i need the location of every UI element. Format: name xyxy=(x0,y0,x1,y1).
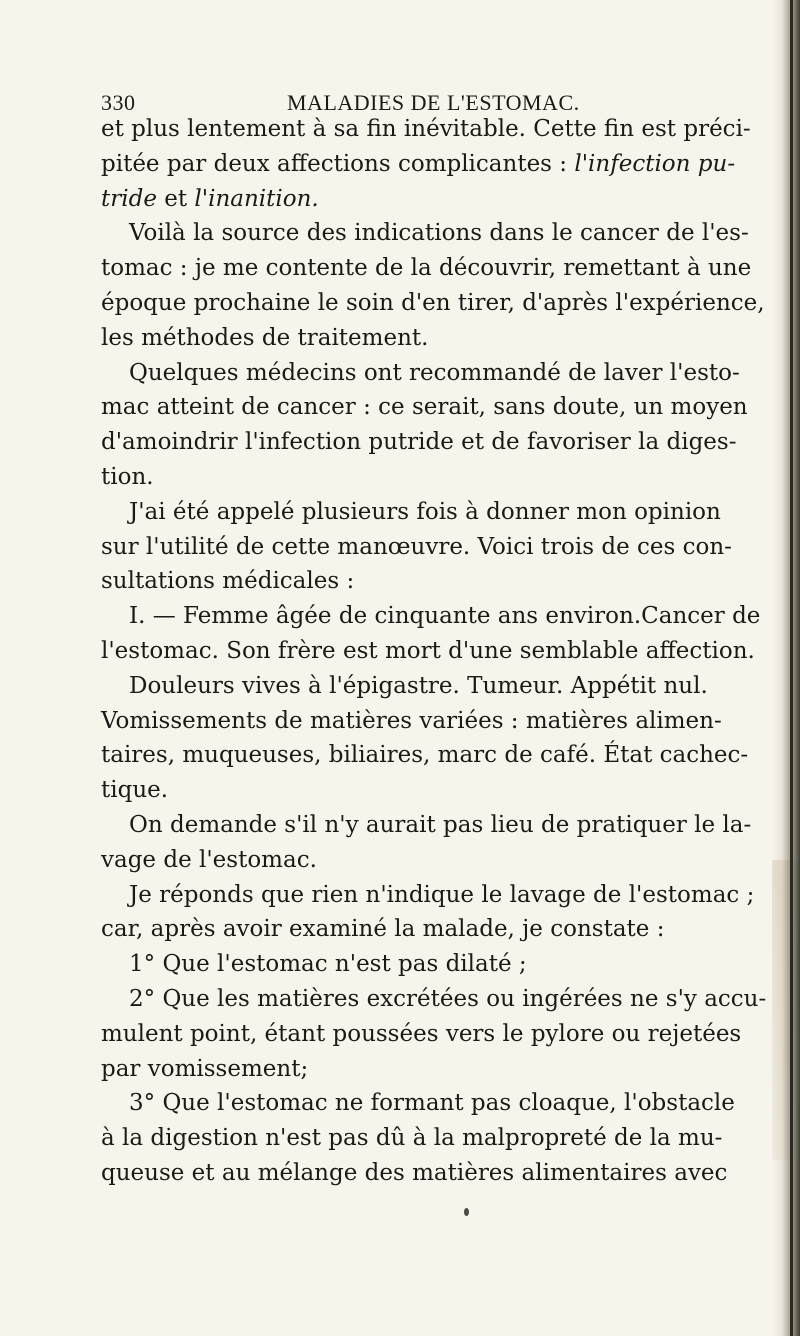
text-line: les méthodes de traitement. xyxy=(101,324,429,351)
text-line: vage de l'estomac. xyxy=(101,846,317,873)
text-line: tion. xyxy=(101,463,154,490)
text-line: à la digestion n'est pas dû à la malpropreté de la mu- xyxy=(101,1125,723,1152)
text-line: l'estomac. Son frère est mort d'une semblable affection. xyxy=(101,637,755,664)
ink-speck xyxy=(464,1208,469,1216)
text-line: sultations médicales : xyxy=(101,568,355,595)
text-line: Je réponds que rien n'indique le lavage de l'estomac ; xyxy=(129,881,755,908)
text-line: sur l'utilité de cette manœuvre. Voici trois de ces con- xyxy=(101,533,732,560)
text-fragment: et xyxy=(156,185,195,212)
text-line: mulent point, étant poussées vers le pylore ou rejetées xyxy=(101,1020,742,1047)
text-line: 2° Que les matières excrétées ou ingérées ne s'y accu- xyxy=(129,985,767,1012)
italic-phrase: l'infection pu- xyxy=(574,150,736,177)
page-number: 330 xyxy=(101,90,136,115)
text-line-italic-mixed xyxy=(101,147,737,182)
text-line: 1° Que l'estomac n'est pas dilaté ; xyxy=(129,951,527,978)
body-text xyxy=(101,112,767,1191)
text-line: mac atteint de cancer : ce serait, sans doute, un moyen xyxy=(101,394,748,421)
text-line: 3° Que l'estomac ne formant pas cloaque, l'obstacle xyxy=(129,1090,735,1117)
italic-phrase: tride xyxy=(101,185,157,212)
text-line: tique. xyxy=(101,777,169,804)
text-line: Quelques médecins ont recommandé de laver l'esto- xyxy=(129,359,740,386)
text-line: et plus lentement à sa fin inévitable. Cette fin est préci- xyxy=(101,116,751,142)
book-gutter-shadow xyxy=(772,0,800,1336)
text-line: Voilà la source des indications dans le cancer de l'es- xyxy=(129,220,749,247)
text-line: J'ai été appelé plusieurs fois à donner mon opinion xyxy=(129,498,721,525)
text-line: d'amoindrir l'infection putride et de favoriser la diges- xyxy=(101,429,737,456)
text-line: Douleurs vives à l'épigastre. Tumeur. Appétit nul. xyxy=(129,672,708,699)
text-line: queuse et au mélange des matières alimentaires avec xyxy=(101,1159,728,1186)
italic-phrase: l'inanition. xyxy=(194,185,319,212)
text-line: car, après avoir examiné la malade, je constate : xyxy=(101,916,665,943)
text-line: par vomissement; xyxy=(101,1055,309,1082)
running-head: MALADIES DE L'ESTOMAC. xyxy=(287,90,580,115)
text-line: taires, muqueuses, biliaires, marc de café. État cachec- xyxy=(101,742,749,769)
text-line: I. — Femme âgée de cinquante ans environ.Cancer de xyxy=(129,603,761,630)
text-line-italic-mixed xyxy=(101,182,737,217)
page-edge-line xyxy=(790,0,793,1336)
text-line: Vomissements de matières variées : matières alimen- xyxy=(101,707,722,734)
text-line: On demande s'il n'y aurait pas lieu de pratiquer le la- xyxy=(129,811,752,838)
text-line: tomac : je me contente de la découvrir, remettant à une xyxy=(101,255,752,282)
text-line: époque prochaine le soin d'en tirer, d'après l'expérience, xyxy=(101,289,765,316)
text-fragment: pitée par deux affections complicantes : xyxy=(101,150,575,177)
